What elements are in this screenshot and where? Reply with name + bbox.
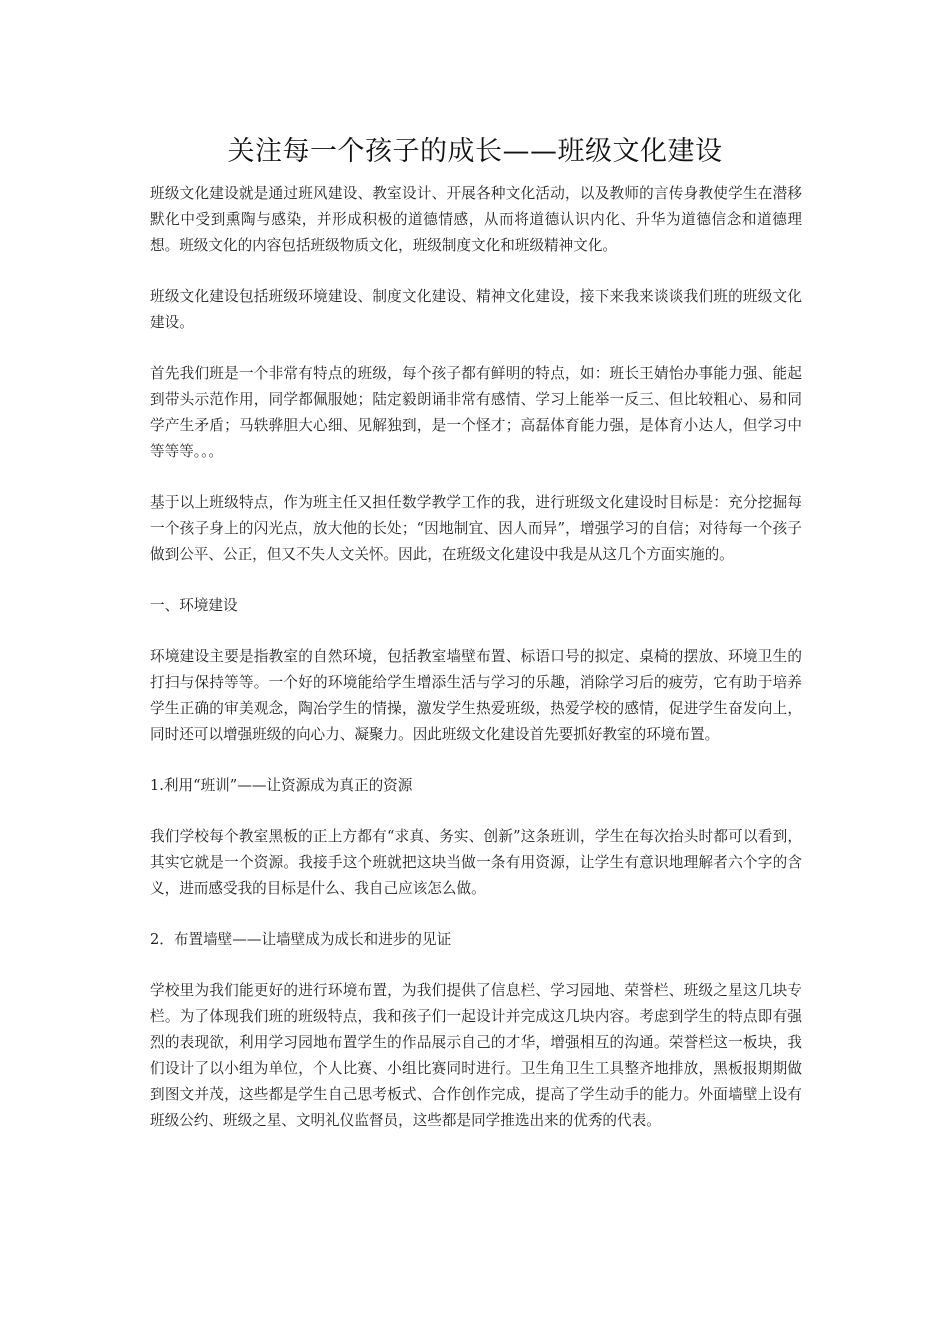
paragraph-walls: 学校里为我们能更好的进行环境布置，为我们提供了信息栏、学习园地、荣誉栏、班级之星这几块专栏。为了体现我们班的班级特点，我和孩子们一起设计并完成这几块内容。考虑到学生的特点即有强烈的表现欲，利用学习园地布置学生的作品展示自己的才华，增强相互的沟通。荣誉栏这一板块，我们设计了以小组为单位，个人比赛、小组比赛同时进行。卫生角卫生工具整齐地排放，黑板报期期做到图文并茂，这些都是学生自己思考板式、合作创作完成，提高了学生动手的能力。外面墙壁上设有班级公约、班级之星、文明礼仪监督员，这些都是同学推选出来的优秀的代表。: [150, 982, 802, 1129]
section-heading-environment: 一、环境建设: [150, 597, 238, 614]
paragraph-class-features: 首先我们班是一个非常有特点的班级，每个孩子都有鲜明的特点，如：班长王婧怡办事能力强、能起到带头示范作用，同学都佩服她；陆定毅朗诵非常有感情、学习上能举一反三、但比较粗心、易和同学产生矛盾；马轶骅胆大心细、见解独到，是一个怪才；高磊体育能力强，是体育小达人，但学习中等等等。。。: [150, 365, 802, 460]
subheading-walls: 2．布置墙壁——让墙壁成为成长和进步的见证: [150, 931, 452, 948]
subheading-class-motto: 1.利用“班训”——让资源成为真正的资源: [150, 777, 413, 794]
paragraph-environment: 环境建设主要是指教室的自然环境，包括教室墙壁布置、标语口号的拟定、桌椅的摆放、环境卫生的打扫与保持等等。一个好的环境能给学生增添生活与学习的乐趣，消除学习后的疲劳，它有助于培养学生正确的审美观念，陶冶学生的情操，激发学生热爱班级，热爱学校的感情，促进学生奋发向上，同时还可以增强班级的向心力、凝聚力。因此班级文化建设首先要抓好教室的环境布置。: [150, 648, 802, 743]
document-title: 关注每一个孩子的成长——班级文化建设: [227, 136, 723, 167]
paragraph-overview: 班级文化建设包括班级环境建设、制度文化建设、精神文化建设，接下来我来谈谈我们班的班级文化建设。: [150, 288, 802, 331]
document-body: [150, 181, 802, 1159]
paragraph-goals: 基于以上班级特点，作为班主任又担任数学教学工作的我，进行班级文化建设时目标是：充分挖掘每一个孩子身上的闪光点，放大他的长处；“因地制宜、因人而异”，增强学习的自信；对待每一个孩子做到公平、公正，但又不失人文关怀。因此，在班级文化建设中我是从这几个方面实施的。: [150, 494, 802, 563]
paragraph-class-motto: 我们学校每个教室黑板的正上方都有“求真、务实、创新”这条班训，学生在每次抬头时都可以看到，其实它就是一个资源。我接手这个班就把这块当做一条有用资源，让学生有意识地理解者六个字的含义，进而感受我的目标是什么、我自己应该怎么做。: [150, 828, 802, 897]
paragraph-intro: 班级文化建设就是通过班风建设、教室设计、开展各种文化活动，以及教师的言传身教使学生在潜移默化中受到熏陶与感染，并形成积极的道德情感，从而将道德认识内化、升华为道德信念和道德理想。班级文化的内容包括班级物质文化，班级制度文化和班级精神文化。: [150, 185, 802, 254]
